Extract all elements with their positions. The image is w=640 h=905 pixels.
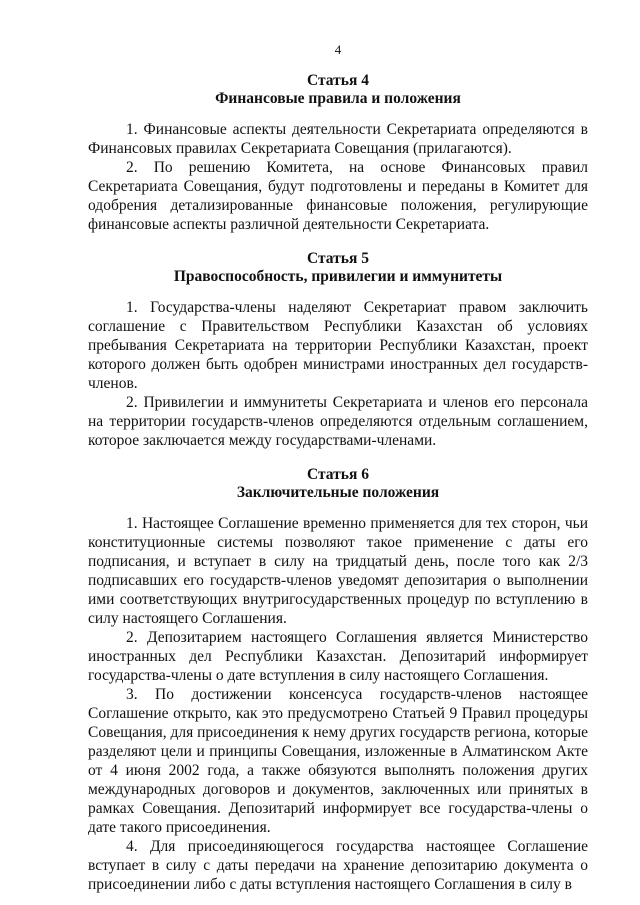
article-paragraph: 4. Для присоединяющегося государства настоящее Соглашение вступает в силу с даты передачи на хранение депозитарию документа о присоединении либо с даты вступления настоящего Соглашения в силу в	[88, 838, 588, 893]
article-subtitle: Заключительные положения	[236, 484, 440, 501]
article-title: Статья 4	[307, 72, 369, 89]
article-paragraph: 1. Государства-члены наделяют Секретариат правом заключить соглашение с Правительством Республики Казахстан об условиях пребывания Секретариата на территории Республики Казахстан, проект которого должен быть одобрен министрами иностранных дел государств-членов.	[88, 299, 588, 392]
article-paragraph: 2. Привилегии и иммунитеты Секретариата и членов его персонала на территории государств-членов определяются отдельным соглашением, которое заключается между государствами-членами.	[88, 394, 588, 449]
article-title: Статья 5	[307, 250, 369, 267]
article-paragraph: 2. Депозитарием настоящего Соглашения является Министерство иностранных дел Республики Казахстан. Депозитарий информирует государства-члены о дате вступления в силу настоящего Соглашения.	[88, 629, 588, 684]
article-paragraph: 1. Финансовые аспекты деятельности Секретариата определяются в Финансовых правилах Секретариата Совещания (прилагаются).	[88, 121, 588, 157]
article-title: Статья 6	[307, 466, 369, 483]
article-paragraph: 3. По достижении консенсуса государств-членов настоящее Соглашение открыто, как это предусмотрено Статьей 9 Правил процедуры Совещания, для присоединения к нему других государств региона, которые разделяют цели и принципы Совещания, изложенные в Алматинском Акте от 4 июня 2002 года, а также обязуются выполнять положения других международных договоров и документов, заключенных или принятых в рамках Совещания. Депозитарий информирует все государства-члены о дате такого присоединения.	[88, 686, 588, 836]
article-paragraph: 1. Настоящее Соглашение временно применяется для тех сторон, чьи конституционные системы позволяют такое применение с даты его подписания, и вступает в силу на тридцатый день, после того как 2/3 подписавших его государств-членов уведомят депозитария о выполнении ими соответствующих внутригосударственных процедур по вступлению в силу настоящего Соглашения.	[88, 515, 588, 627]
article-subtitle: Правоспособность, привилегии и иммунитеты	[173, 268, 503, 285]
article-4	[88, 72, 588, 234]
page-number: 4	[334, 42, 342, 57]
article-6	[88, 466, 588, 894]
article-5	[88, 250, 588, 450]
article-paragraph: 2. По решению Комитета, на основе Финансовых правил Секретариата Совещания, будут подготовлены и переданы в Комитет для одобрения детализированные финансовые положения, регулирующие финансовые аспекты различной деятельности Секретариата.	[88, 159, 588, 233]
document-page	[88, 42, 588, 894]
article-subtitle: Финансовые правила и положения	[215, 90, 461, 107]
